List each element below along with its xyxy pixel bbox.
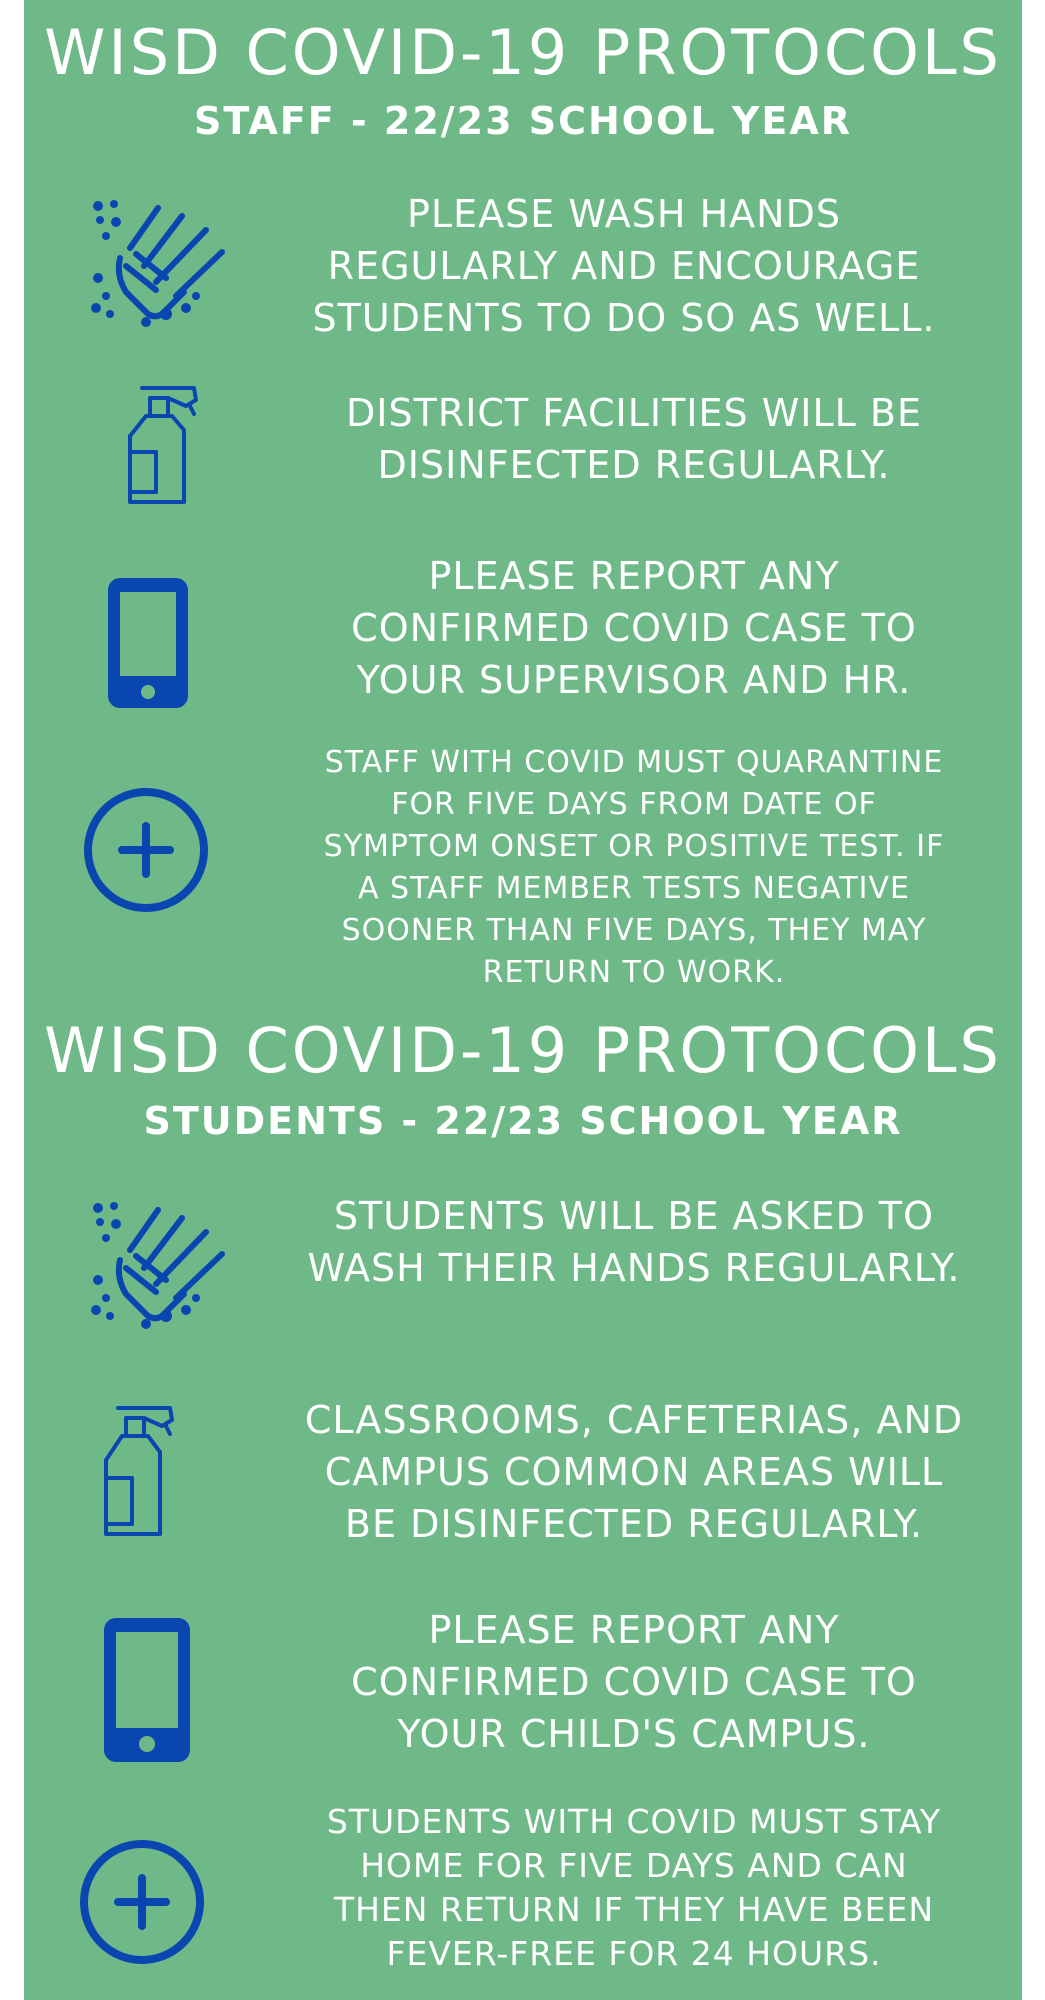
phone-icon xyxy=(106,576,190,710)
staff-item-text: STAFF WITH COVID MUST QUARANTINE FOR FIVE DAYS FROM DATE OF SYMPTOM ONSET OR POSITIVE TEST. IF A STAFF MEMBER TESTS NEGATIVE SOONER THAN FIVE DAYS, THEY MAY RETURN TO WORK. xyxy=(323,745,945,990)
students-subtitle: STUDENTS - 22/23 SCHOOL YEAR xyxy=(143,1099,903,1143)
hand-washing-icon xyxy=(86,196,226,336)
staff-item-text: PLEASE REPORT ANY CONFIRMED COVID CASE TO YOUR SUPERVISOR AND HR. xyxy=(351,554,917,702)
protocols-poster xyxy=(24,0,1022,2000)
students-item-text: STUDENTS WITH COVID MUST STAY HOME FOR FIVE DAYS AND CAN THEN RETURN IF THEY HAVE BEEN FEVER-FREE FOR 24 HOURS. xyxy=(326,1802,942,1973)
students-item-text: PLEASE REPORT ANY CONFIRMED COVID CASE TO YOUR CHILD'S CAMPUS. xyxy=(351,1608,917,1756)
hand-washing-icon xyxy=(86,1198,226,1338)
students-title: WISD COVID-19 PROTOCOLS xyxy=(44,1014,1002,1087)
plus-circle-icon xyxy=(82,786,210,914)
spray-bottle-icon xyxy=(100,1404,178,1540)
staff-title: WISD COVID-19 PROTOCOLS xyxy=(44,16,1002,89)
plus-circle-icon xyxy=(78,1838,206,1966)
phone-icon xyxy=(102,1616,192,1764)
staff-subtitle: STAFF - 22/23 SCHOOL YEAR xyxy=(193,99,853,143)
staff-item-text: PLEASE WASH HANDS REGULARLY AND ENCOURAGE STUDENTS TO DO SO AS WELL. xyxy=(312,192,936,340)
spray-bottle-icon xyxy=(124,384,202,508)
staff-item-text: DISTRICT FACILITIES WILL BE DISINFECTED REGULARLY. xyxy=(346,391,922,487)
students-item-text: STUDENTS WILL BE ASKED TO WASH THEIR HANDS REGULARLY. xyxy=(307,1194,961,1290)
students-item-text: CLASSROOMS, CAFETERIAS, AND CAMPUS COMMON AREAS WILL BE DISINFECTED REGULARLY. xyxy=(304,1398,964,1546)
